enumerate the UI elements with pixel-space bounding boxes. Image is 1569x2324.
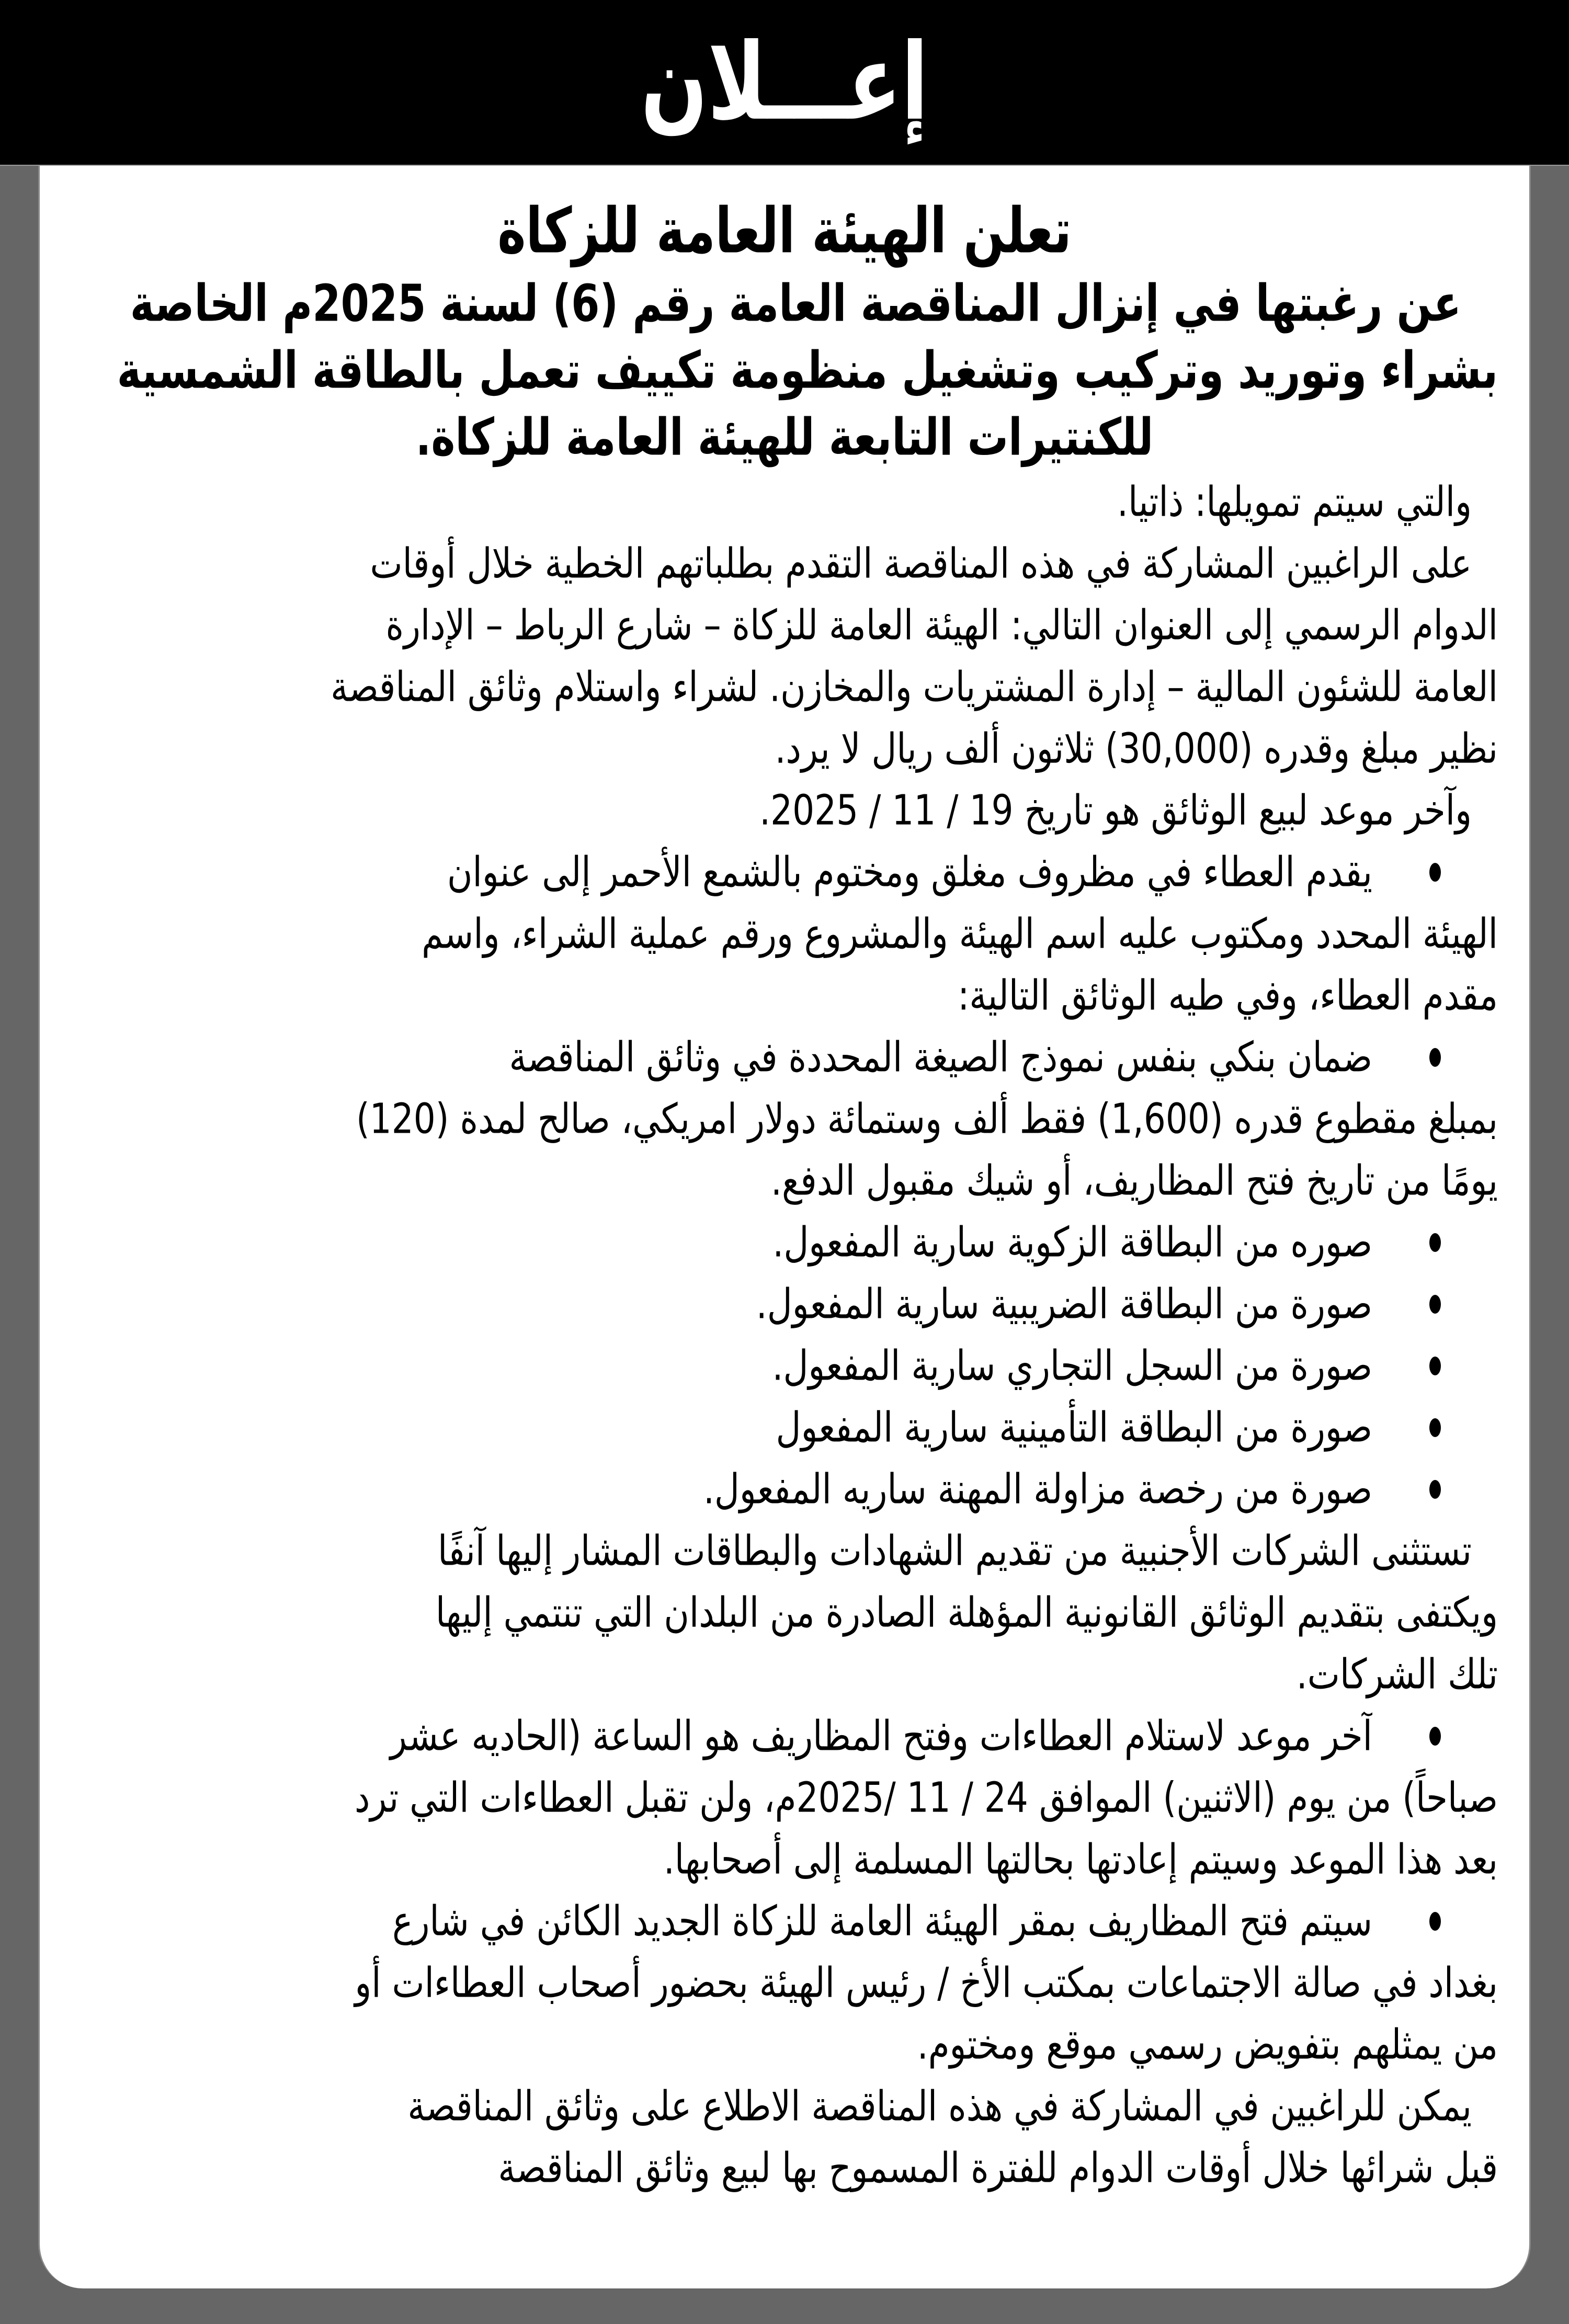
participation-line: نظير مبلغ وقدره (30,000) ثلاثون ألف ريال لا يرد. bbox=[775, 724, 1498, 773]
bullet-item bbox=[71, 841, 1498, 1027]
header-title: إعـــلان bbox=[641, 21, 928, 144]
bullet-icon bbox=[1372, 1027, 1498, 1088]
bullet-line: ضمان بنكي بنفس نموذج الصيغة المحددة في وثائق المناقصة bbox=[509, 1033, 1372, 1081]
document-text: صورة من السجل التجاري سارية المفعول. bbox=[772, 1341, 1372, 1390]
required-documents-list bbox=[71, 1212, 1498, 1520]
announcement-panel bbox=[38, 166, 1531, 2288]
participation-line: على الراغبين المشاركة في هذه المناقصة التقدم بطلباتهم الخطية خلال أوقات bbox=[370, 539, 1472, 588]
document-text: صورة من البطاقة الضريبية سارية المفعول. bbox=[756, 1280, 1372, 1328]
bullet-line: الهيئة المحدد ومكتوب عليه اسم الهيئة والمشروع ورقم عملية الشراء، واسم bbox=[422, 909, 1498, 958]
docs-deadline-line: وآخر موعد لبيع الوثائق هو تاريخ 19 / 11 / 2025. bbox=[759, 786, 1472, 835]
document-item bbox=[71, 1273, 1498, 1335]
bullet-item bbox=[71, 1705, 1498, 1890]
lead-line: عن رغبتها في إنزال المناقصة العامة رقم (6) لسنة 2025م الخاصة bbox=[130, 274, 1461, 334]
lead-line: للكنتيرات التابعة للهيئة العامة للزكاة. bbox=[415, 408, 1154, 468]
bullet-icon bbox=[1372, 1890, 1498, 1952]
foreign-companies-line: تلك الشركات. bbox=[1296, 1650, 1498, 1699]
bullet-line: سيتم فتح المظاريف بمقر الهيئة العامة للزكاة الجديد الكائن في شارع bbox=[392, 1897, 1372, 1945]
foreign-companies-line: تستثنى الشركات الأجنبية من تقديم الشهادات والبطاقات المشار إليها آنفًا bbox=[438, 1526, 1472, 1575]
bullet-line: من يمثلهم بتفويض رسمي موقع ومختوم. bbox=[917, 2020, 1498, 2069]
document-item bbox=[71, 1335, 1498, 1397]
bullet-line: بمبلغ مقطوع قدره (1,600) فقط ألف وستمائة دولار امريكي، صالح لمدة (120) bbox=[356, 1095, 1498, 1143]
foreign-companies-line: ويكتفى بتقديم الوثائق القانونية المؤهلة الصادرة من البلدان التي تنتمي إليها bbox=[435, 1588, 1498, 1637]
bullet-icon bbox=[1372, 841, 1498, 903]
bullet-item bbox=[71, 1027, 1498, 1212]
bullet-line: صباحاً) من يوم (الاثنين) الموافق 24 / 11 /2025م، ولن تقبل العطاءات التي ترد bbox=[355, 1773, 1498, 1822]
announcement-title: تعلن الهيئة العامة للزكاة bbox=[497, 194, 1072, 267]
document-text: صورة من البطاقة التأمينية سارية المفعول bbox=[776, 1403, 1372, 1452]
closing-line: يمكن للراغبين في المشاركة في هذه المناقصة الاطلاع على وثائق المناقصة bbox=[407, 2082, 1472, 2131]
bullet-icon bbox=[1372, 1273, 1498, 1335]
bullet-item bbox=[71, 1890, 1498, 2076]
tender-lead bbox=[71, 270, 1498, 471]
participation-line: الدوام الرسمي إلى العنوان التالي: الهيئة العامة للزكاة – شارع الرباط – الإدارة bbox=[385, 601, 1498, 650]
participation-line: العامة للشئون المالية – إدارة المشتريات والمخازن. لشراء واستلام وثائق المناقصة bbox=[331, 663, 1498, 711]
bullet-line: آخر موعد لاستلام العطاءات وفتح المظاريف هو الساعة (الحاديه عشر bbox=[390, 1712, 1372, 1760]
bullet-icon bbox=[1372, 1335, 1498, 1397]
document-text: صوره من البطاقة الزكوية سارية المفعول. bbox=[772, 1218, 1372, 1267]
document-item bbox=[71, 1397, 1498, 1459]
document-item bbox=[71, 1459, 1498, 1520]
document-item bbox=[71, 1212, 1498, 1273]
lead-line: بشراء وتوريد وتركيب وتشغيل منظومة تكييف تعمل بالطاقة الشمسية bbox=[117, 341, 1498, 401]
bullet-icon bbox=[1372, 1212, 1498, 1273]
document-text: صورة من رخصة مزاولة المهنة ساريه المفعول. bbox=[703, 1465, 1372, 1513]
bullet-icon bbox=[1372, 1705, 1498, 1767]
announcement-header bbox=[0, 0, 1569, 166]
closing-line: قبل شرائها خلال أوقات الدوام للفترة المسموح بها لبيع وثائق المناقصة bbox=[498, 2144, 1498, 2192]
bullet-icon bbox=[1372, 1397, 1498, 1459]
bullet-icon bbox=[1372, 1459, 1498, 1520]
bullet-line: بغداد في صالة الاجتماعات بمكتب الأخ / رئيس الهيئة بحضور أصحاب العطاءات أو bbox=[355, 1958, 1498, 2007]
bullet-line: مقدم العطاء، وفي طيه الوثائق التالية: bbox=[958, 971, 1498, 1020]
bullet-line: يومًا من تاريخ فتح المظاريف، أو شيك مقبول الدفع. bbox=[771, 1156, 1498, 1205]
bullet-line: بعد هذا الموعد وسيتم إعادتها بحالتها المسلمة إلى أصحابها. bbox=[663, 1835, 1498, 1884]
bullet-line: يقدم العطاء في مظروف مغلق ومختوم بالشمع الأحمر إلى عنوان bbox=[447, 848, 1372, 896]
funding-line: والتي سيتم تمويلها: ذاتيا. bbox=[1117, 477, 1472, 526]
announcement-body bbox=[71, 471, 1498, 2199]
